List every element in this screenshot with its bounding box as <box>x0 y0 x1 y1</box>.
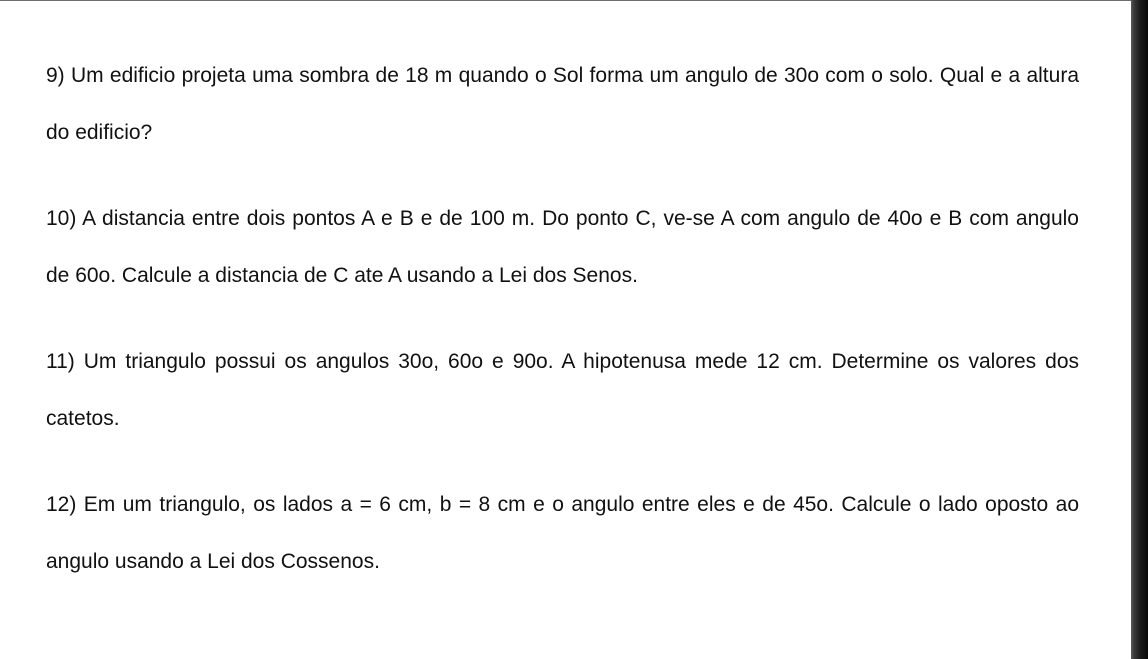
question-12-text: 12) Em um triangulo, os lados a = 6 cm, b = 8 cm e o angulo entre eles e de 45o. Calcule o lado oposto ao angulo usando a Lei dos Cossenos. <box>46 493 1079 573</box>
question-list <box>46 47 1079 619</box>
question-10-text: 10) A distancia entre dois pontos A e B e de 100 m. Do ponto C, ve-se A com angulo de 40o e B com angulo de 60o. Calcule a distancia de C ate A usando a Lei dos Senos. <box>46 207 1079 287</box>
page-edge-shadow <box>1131 0 1148 659</box>
question-11-text: 11) Um triangulo possui os angulos 30o, 60o e 90o. A hipotenusa mede 12 cm. Determine os valores dos catetos. <box>46 350 1079 430</box>
question-9-text: 9) Um edificio projeta uma sombra de 18 m quando o Sol forma um angulo de 30o com o solo. Qual e a altura do edificio? <box>46 64 1079 144</box>
question-10 <box>46 190 1079 304</box>
question-11 <box>46 333 1079 447</box>
question-9 <box>46 47 1079 161</box>
question-12 <box>46 476 1079 590</box>
